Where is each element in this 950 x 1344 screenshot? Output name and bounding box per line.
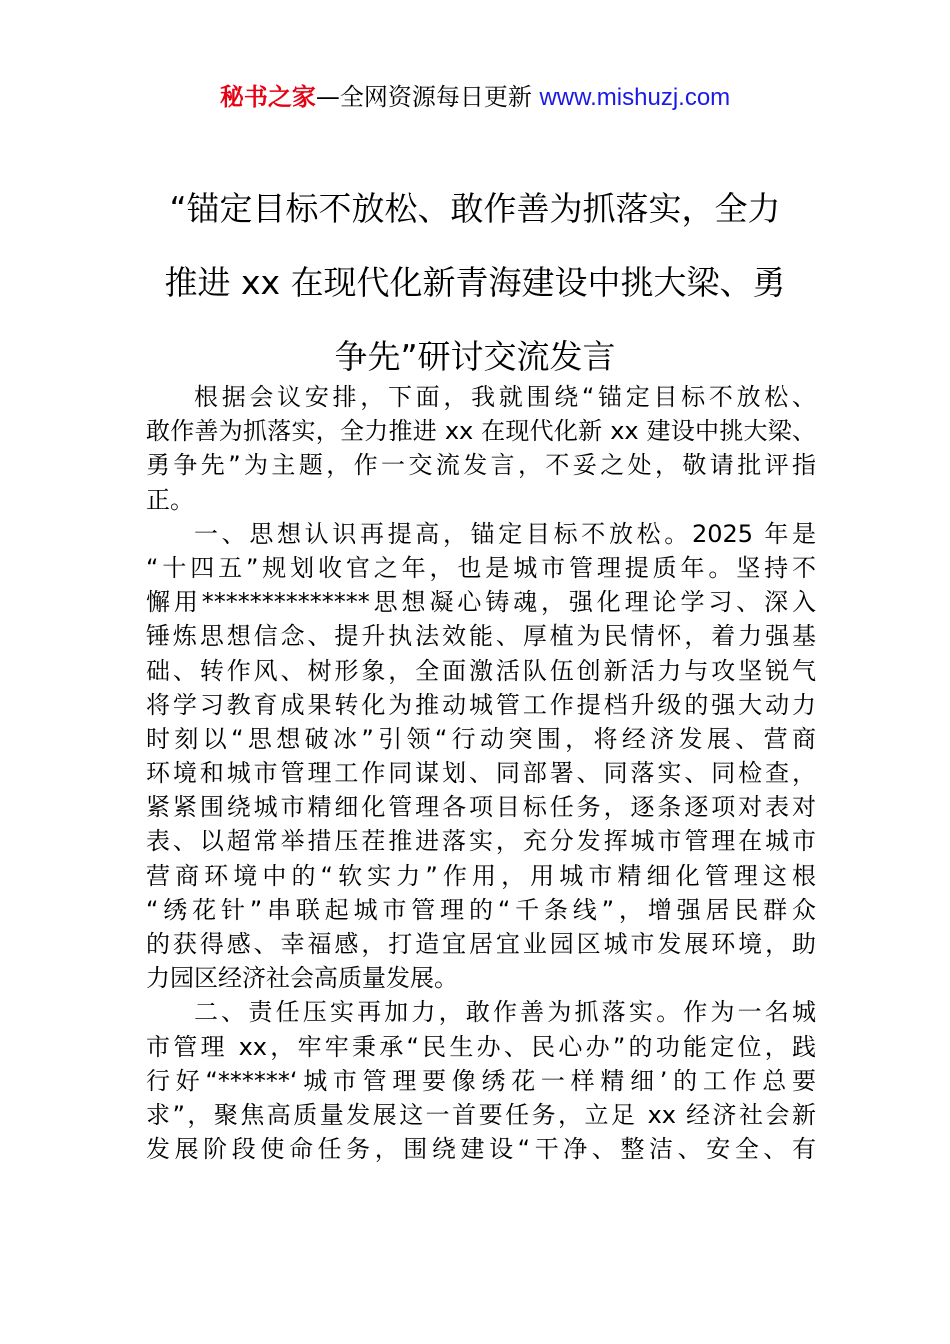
text-line: 发展阶段使命任务，围绕建设“干净、整洁、安全、有 xyxy=(146,1135,816,1164)
text-line: 行好“******‘城市管理要像绣花一样精细’的工作总要 xyxy=(146,1066,816,1095)
text-line: 勇争先”为主题，作一交流发言，不妥之处，敬请批评指 xyxy=(146,451,816,480)
text-line: 时刻以“思想破冰”引领“行动突围，将经济发展、营商 xyxy=(146,724,816,753)
text-line: 敢作善为抓落实，全力推进 xx 在现代化新 xx 建设中挑大梁、 xyxy=(146,417,816,446)
text-line: 表、以超常举措压茬推进落实，充分发挥城市管理在城市 xyxy=(146,827,816,856)
brand-name: 秘书之家 xyxy=(219,83,316,111)
header-tagline: —全网资源每日更新 xyxy=(315,83,540,111)
paragraph-section-one xyxy=(146,517,816,996)
text-line: 础、转作风、树形象，全面激活队伍创新活力与攻坚锐气 xyxy=(146,656,816,685)
site-header xyxy=(0,80,950,115)
text-line: 市管理 xx，牢牢秉承“民生办、民心办”的功能定位，践 xyxy=(146,1032,816,1061)
text-line: 营商环境中的“软实力”作用，用城市精细化管理这根 xyxy=(146,861,816,890)
paragraph-section-two xyxy=(146,995,816,1166)
text-line: 二、责任压实再加力，敢作善为抓落实。作为一名城 xyxy=(194,998,816,1027)
title-line: 争先”研讨交流发言 xyxy=(334,337,616,376)
text-line: 求”，聚焦高质量发展这一首要任务，立足 xx 经济社会新 xyxy=(146,1100,816,1129)
title-line: “锚定目标不放松、敢作善为抓落实，全力 xyxy=(169,189,781,228)
document-title xyxy=(120,172,830,394)
site-url-link[interactable]: www.mishuzj.com xyxy=(539,84,731,111)
text-line: 将学习教育成果转化为推动城管工作提档升级的强大动力 xyxy=(146,690,816,719)
text-line: 懈用**************思想凝心铸魂，强化理论学习、深入 xyxy=(146,588,816,617)
text-line: 正。 xyxy=(146,485,194,514)
text-line: 环境和城市管理工作同谋划、同部署、同落实、同检查， xyxy=(146,759,816,788)
text-line: 紧紧围绕城市精细化管理各项目标任务，逐条逐项对表对 xyxy=(146,793,816,822)
text-line: “十四五”规划收官之年，也是城市管理提质年。坚持不 xyxy=(146,553,816,582)
title-line: 推进 xx 在现代化新青海建设中挑大梁、勇 xyxy=(164,263,786,302)
document-body xyxy=(146,380,816,1166)
paragraph-intro xyxy=(146,380,816,517)
text-line: 一、思想认识再提高，锚定目标不放松。2025 年是 xyxy=(194,519,816,548)
text-line: “绣花针”串联起城市管理的“千条线”，增强居民群众 xyxy=(146,895,816,924)
text-line: 的获得感、幸福感，打造宜居宜业园区城市发展环境，助 xyxy=(146,930,816,958)
text-line: 根据会议安排，下面，我就围绕“锚定目标不放松、 xyxy=(194,383,816,411)
text-line: 锤炼思想信念、提升执法效能、厚植为民情怀，着力强基 xyxy=(146,622,816,651)
text-line: 力园区经济社会高质量发展。 xyxy=(146,964,458,993)
